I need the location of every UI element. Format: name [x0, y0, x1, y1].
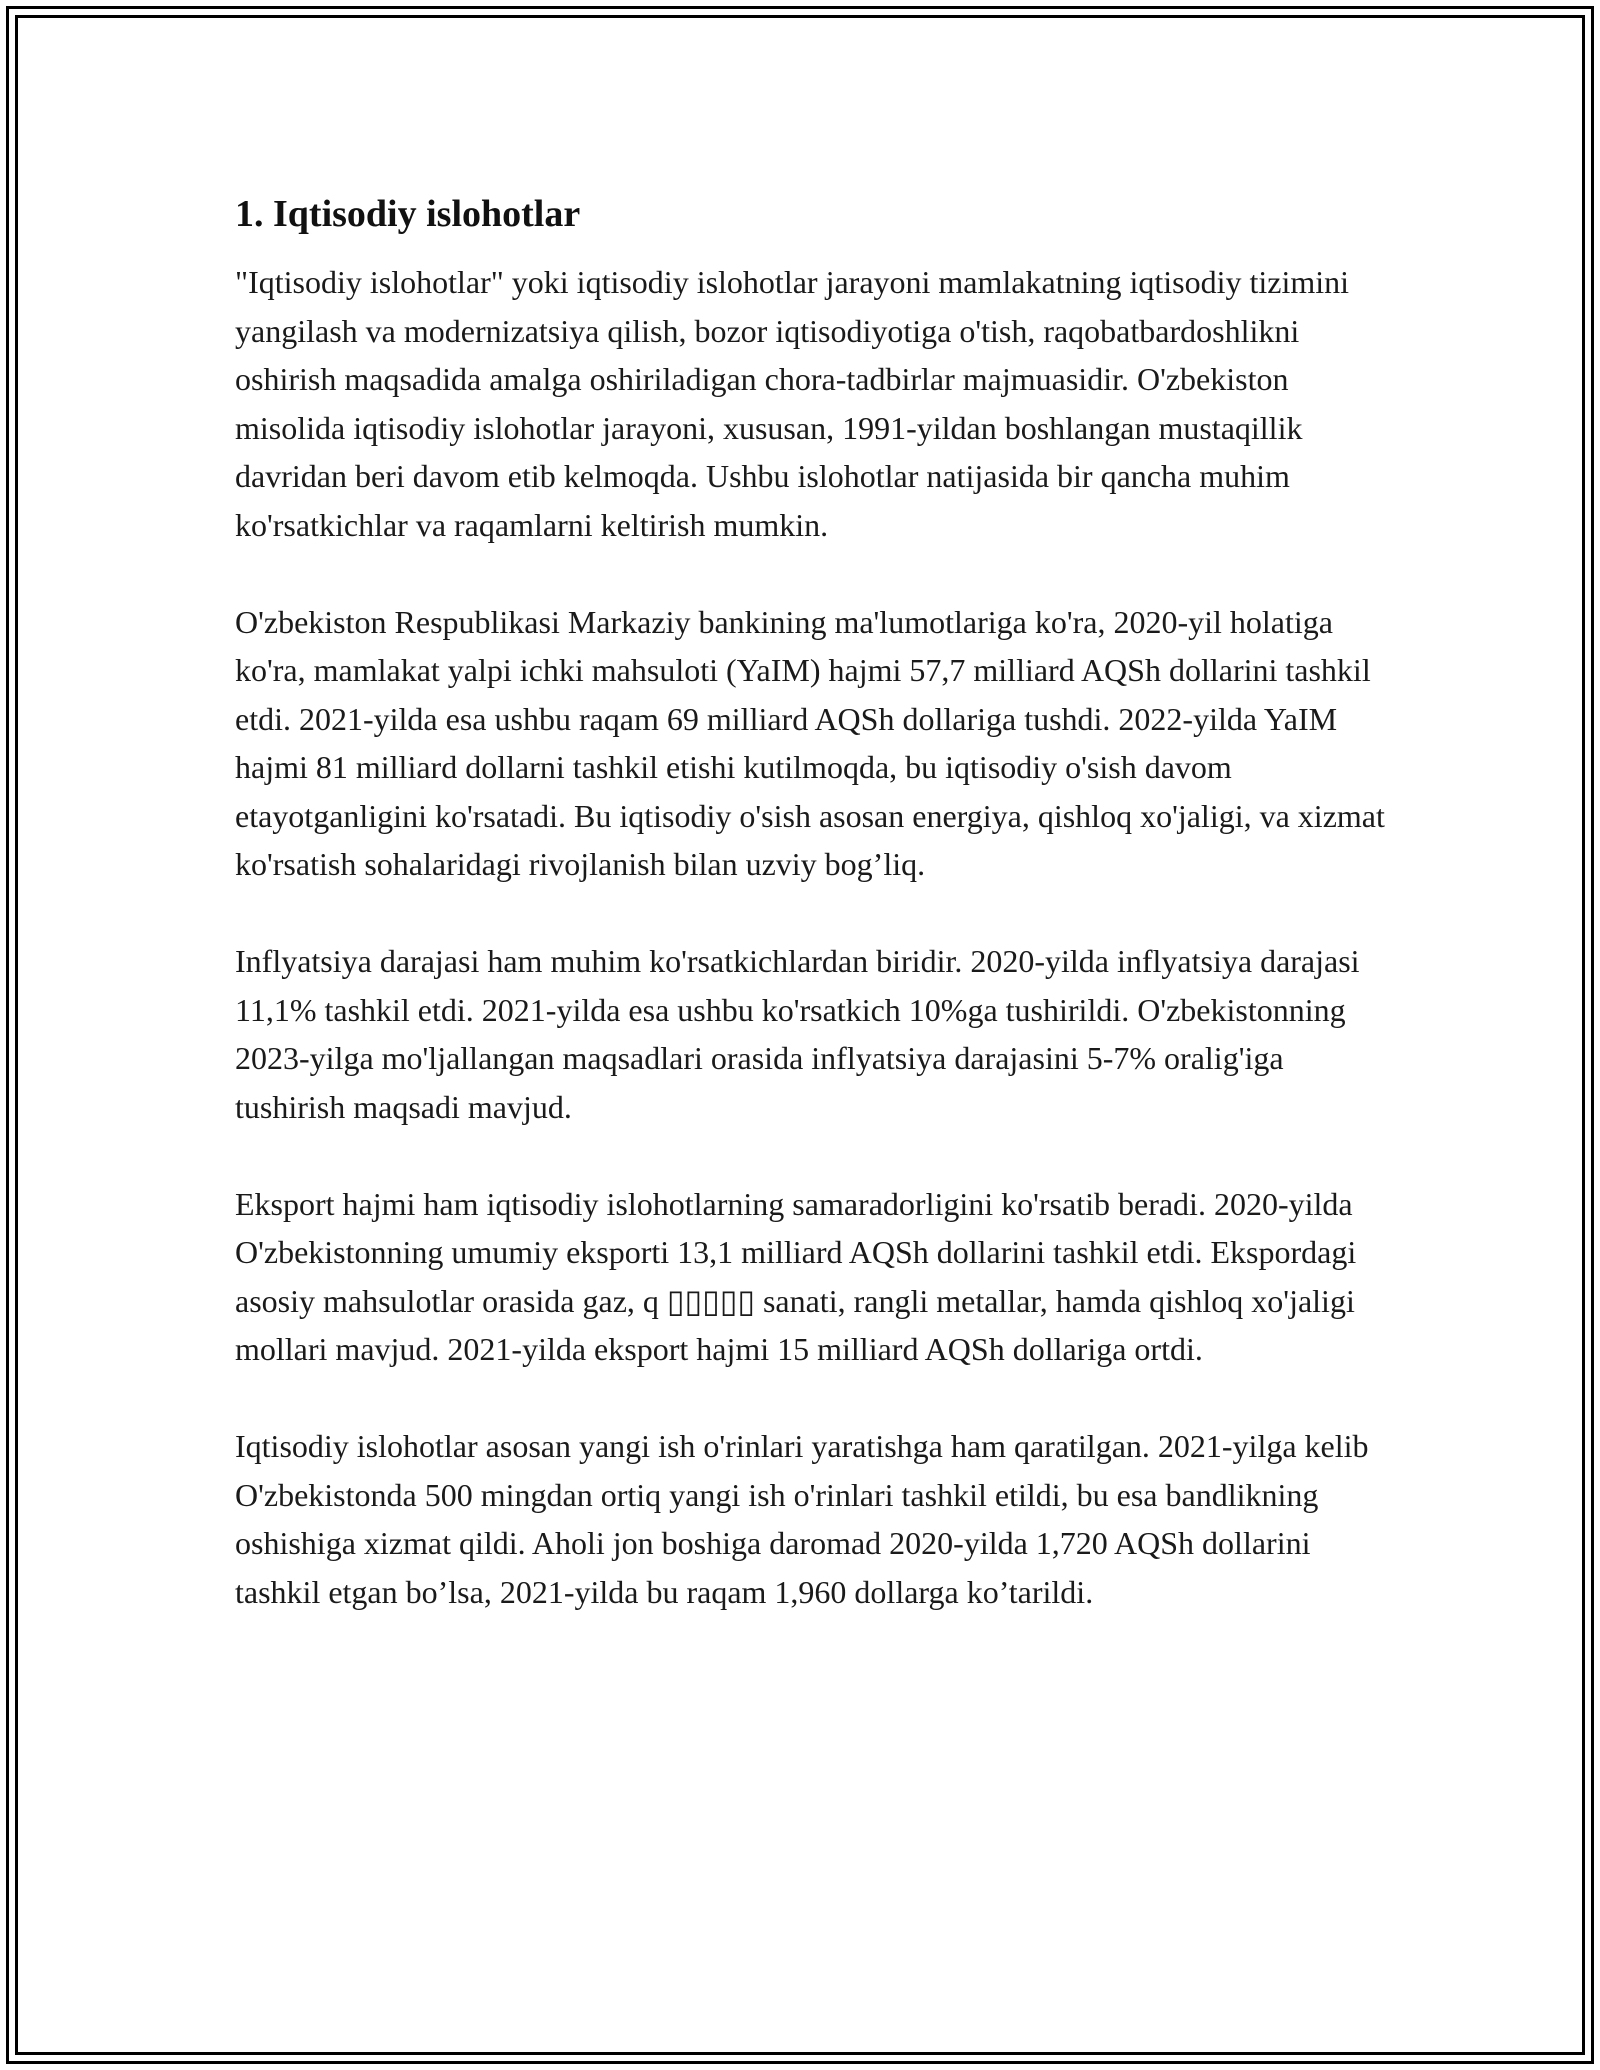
section-heading: 1. Iqtisodiy islohotlar	[235, 193, 581, 235]
paragraph-intro: "Iqtisodiy islohotlar" yoki iqtisodiy islohotlar jarayoni mamlakatning iqtisodiy tizimini yangilash va modernizatsiya qilish, bozor iqtisodiyotiga o'tish, raqobatbardoshlikni oshirish maqsadida amalga oshiriladigan chora-tadbirlar majmuasidir. O'zbekiston misolida iqtisodiy islohotlar jarayoni, xususan, 1991-yildan boshlangan mustaqillik davridan beri davom etib kelmoqda. Ushbu islohotlar natijasida bir qancha muhim ko'rsatkichlar va raqamlarni keltirish mumkin.	[235, 264, 1350, 543]
paragraph-gdp: O'zbekiston Respublikasi Markaziy bankining ma'lumotlariga ko'ra, 2020-yil holatiga ko'ra, mamlakat yalpi ichki mahsuloti (YaIM) hajmi 57,7 milliard AQSh dollarini tashkil etdi. 2021-yilda esa ushbu raqam 69 milliard AQSh dollariga tushdi. 2022-yilda YaIM hajmi 81 milliard dollarni tashkil etishi kutilmoqda, bu iqtisodiy o'sish davom etayotganligini ko'rsatadi. Bu iqtisodiy o'sish asosan energiya, qishloq xo'jaligi, va xizmat ko'rsatish sohalaridagi rivojlanish bilan uzviy bog’liq.	[235, 603, 1385, 882]
document-body	[235, 190, 1385, 1616]
paragraph-employment: Iqtisodiy islohotlar asosan yangi ish o'rinlari yaratishga ham qaratilgan. 2021-yilga kelib O'zbekistonda 500 mingdan ortiq yangi ish o'rinlari tashkil etildi, bu esa bandlikning oshishiga xizmat qildi. Aholi jon boshiga daromad 2020-yilda 1,720 AQSh dollarini tashkil etgan bo’lsa, 2021-yilda bu raqam 1,960 dollarga ko’tarildi.	[235, 1428, 1369, 1610]
paragraph-export: Eksport hajmi ham iqtisodiy islohotlarning samaradorligini ko'rsatib beradi. 2020-yilda O'zbekistonning umumiy eksporti 13,1 milliard AQSh dollarini tashkil etdi. Ekspordagi asosiy mahsulotlar orasida gaz, q ▯▯▯▯▯ sanati, rangli metallar, hamda qishloq xo'jaligi mollari mavjud. 2021-yilda eksport hajmi 15 milliard AQSh dollariga ortdi.	[235, 1185, 1357, 1367]
paragraph-inflation: Inflyatsiya darajasi ham muhim ko'rsatkichlardan biridir. 2020-yilda inflyatsiya darajasi 11,1% tashkil etdi. 2021-yilda esa ushbu ko'rsatkich 10%ga tushirildi. O'zbekistonning 2023-yilga mo'ljallangan maqsadlari orasida inflyatsiya darajasini 5-7% oralig'iga tushirish maqsadi mavjud.	[235, 943, 1360, 1125]
